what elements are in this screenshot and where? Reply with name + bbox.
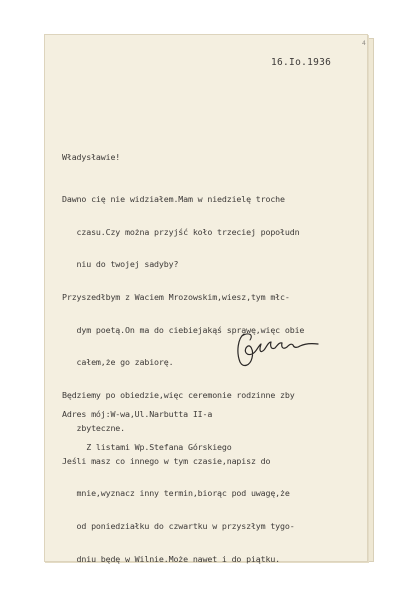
body-line: całem,że go zabiorę. [62, 357, 174, 368]
body-line: dniu będę w Wilnie.Może nawet i do piątku. [62, 553, 281, 564]
handwritten-signature [230, 328, 330, 374]
body-line: dym poetą.On ma do ciebiejakąś sprawę,więc obie [62, 324, 305, 335]
body-line: niu do twojej sadyby? [62, 259, 179, 270]
letter-greeting: Władysławie! [62, 152, 121, 162]
body-line: zbyteczne. [62, 422, 125, 433]
body-line: Jeśli masz co innego w tym czasie,napisz do [62, 455, 271, 466]
body-line: od poniedziałku do czwartku w przyszłym tygo- [62, 521, 295, 531]
sender-address [62, 387, 232, 463]
body-line: Będziemy po obiedzie,więc ceremonie rodzinne zby [62, 390, 295, 401]
address-line: Z listami Wp.Stefana Górskiego [62, 441, 232, 452]
body-line: czasu.Czy można przyjść koło trzeciej popołudn [62, 226, 300, 237]
address-line: Adres mój:W-wa,Ul.Narbutta II-a [62, 408, 213, 419]
body-line: Dawno cię nie widziałem.Mam w niedzielę troche [62, 193, 285, 204]
page-number-mark: 4 [362, 40, 366, 47]
letter-date: 16.Io.1936 [271, 57, 332, 68]
body-line: Przyszedłbym z Waciem Mrozowskim,wiesz,tym młc- [62, 291, 290, 302]
body-line: mnie,wyznacz inny termin,biorąc pod uwagę,że [62, 488, 290, 499]
